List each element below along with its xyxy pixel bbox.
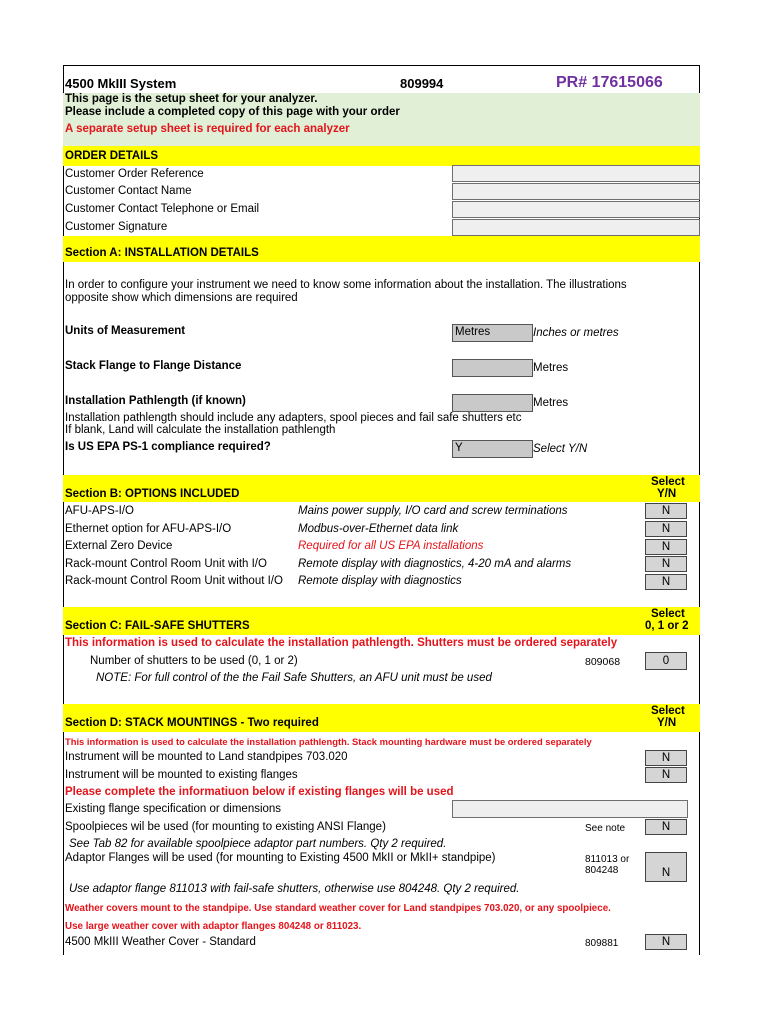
complete-info-red: Please complete the informatiuon below if existing flanges will be used xyxy=(65,786,454,798)
standpipes-select[interactable]: N xyxy=(645,750,687,766)
section-c-select-1: Select xyxy=(651,608,685,620)
option-rack-noio-label: Rack-mount Control Room Unit without I/O xyxy=(65,575,283,587)
flange-distance-input[interactable] xyxy=(452,359,533,377)
contact-name-input[interactable] xyxy=(452,183,700,200)
order-row-contact-phone: Customer Contact Telephone or Email xyxy=(65,203,260,215)
spoolpieces-note: See Tab 82 for available spoolpiece adaptor part numbers. Qty 2 required. xyxy=(69,838,447,850)
order-title: ORDER DETAILS xyxy=(65,150,159,162)
weather-cover-label: 4500 MkIII Weather Cover - Standard xyxy=(65,936,256,948)
existing-flanges-select[interactable]: N xyxy=(645,767,687,783)
section-d-select-1: Select xyxy=(651,705,685,717)
weather-info-2: Use large weather cover with adaptor flanges 804248 or 811023. xyxy=(65,921,362,932)
shutters-label: Number of shutters to be used (0, 1 or 2) xyxy=(90,655,298,667)
section-c-title: Section C: FAIL-SAFE SHUTTERS xyxy=(65,620,250,632)
pathlength-note-2: If blank, Land will calculate the installation pathlength xyxy=(65,424,336,436)
system-title: 4500 MkIII System xyxy=(65,76,177,91)
shutters-select[interactable]: 0 xyxy=(645,652,687,670)
spoolpieces-code: See note xyxy=(585,823,626,834)
adaptor-code-2: 804248 xyxy=(585,865,619,876)
shutters-code: 809068 xyxy=(585,656,621,668)
order-row-contact-name: Customer Contact Name xyxy=(65,185,192,197)
intro-red-line: A separate setup sheet is required for each analyzer xyxy=(65,123,350,135)
spoolpieces-label: Spoolpieces wil be used (for mounting to existing ANSI Flange) xyxy=(65,821,386,833)
option-rack-io-label: Rack-mount Control Room Unit with I/O xyxy=(65,558,267,570)
adaptor-flanges-label: Adaptor Flanges will be used (for mounting to Existing 4500 MkII or MkII+ standpipe) xyxy=(65,852,496,864)
existing-flanges-label: Instrument will be mounted to existing flanges xyxy=(65,769,298,781)
epa-select[interactable]: Y xyxy=(452,440,533,458)
option-zero-select[interactable]: N xyxy=(645,539,687,555)
section-b-select-1: Select xyxy=(651,476,685,488)
section-a-title: Section A: INSTALLATION DETAILS xyxy=(65,247,259,259)
option-zero-label: External Zero Device xyxy=(65,540,173,552)
section-a-intro-1: In order to configure your instrument we need to know some information about the installation. The illustrations xyxy=(65,279,627,291)
intro-line-1: This page is the setup sheet for your analyzer. xyxy=(65,93,318,105)
section-d-title: Section D: STACK MOUNTINGS - Two required xyxy=(65,717,319,729)
units-label: Units of Measurement xyxy=(65,325,186,337)
units-hint: Inches or metres xyxy=(533,327,619,339)
section-d-select-2: Y/N xyxy=(657,717,677,729)
section-b-title: Section B: OPTIONS INCLUDED xyxy=(65,488,240,500)
epa-hint: Select Y/N xyxy=(533,443,588,455)
option-ethernet-desc: Modbus-over-Ethernet data link xyxy=(298,523,459,535)
pathlength-label: Installation Pathlength (if known) xyxy=(65,395,246,407)
weather-cover-select[interactable]: N xyxy=(645,934,687,950)
section-c-info: This information is used to calculate the installation pathlength. Shutters must be ordered separately xyxy=(65,637,618,649)
intro-line-2: Please include a completed copy of this page with your order xyxy=(65,106,400,118)
standpipes-label: Instrument will be mounted to Land standpipes 703.020 xyxy=(65,751,348,763)
flange-distance-unit: Metres xyxy=(533,362,569,374)
weather-cover-code: 809881 xyxy=(585,938,619,949)
option-ethernet-label: Ethernet option for AFU-APS-I/O xyxy=(65,523,232,535)
order-band xyxy=(63,146,700,166)
epa-label: Is US EPA PS-1 compliance required? xyxy=(65,441,271,453)
flange-spec-input[interactable] xyxy=(452,800,688,818)
order-reference-input[interactable] xyxy=(452,165,700,182)
option-zero-desc: Required for all US EPA installations xyxy=(298,540,484,552)
flange-spec-label: Existing flange specification or dimensions xyxy=(65,803,282,815)
pathlength-input[interactable] xyxy=(452,394,533,412)
pathlength-unit: Metres xyxy=(533,397,569,409)
pathlength-note-1: Installation pathlength should include any adapters, spool pieces and fail safe shutters etc xyxy=(65,412,522,424)
option-ethernet-select[interactable]: N xyxy=(645,521,687,537)
option-afu-label: AFU-APS-I/O xyxy=(65,505,135,517)
section-c-select-2: 0, 1 or 2 xyxy=(645,620,689,632)
units-select[interactable]: Metres xyxy=(452,324,533,342)
signature-input[interactable] xyxy=(452,219,700,236)
flange-distance-label: Stack Flange to Flange Distance xyxy=(65,360,242,372)
option-rack-noio-select[interactable]: N xyxy=(645,574,687,590)
section-d-info: This information is used to calculate the installation pathlength. Stack mounting hardware must be ordered separately xyxy=(65,736,592,747)
system-code: 809994 xyxy=(400,76,444,91)
option-afu-desc: Mains power supply, I/O card and screw terminations xyxy=(298,505,568,517)
option-afu-select[interactable]: N xyxy=(645,503,687,519)
option-rack-io-desc: Remote display with diagnostics, 4-20 mA and alarms xyxy=(298,558,572,570)
order-row-reference: Customer Order Reference xyxy=(65,168,204,180)
weather-info-1: Weather covers mount to the standpipe. Use standard weather cover for Land standpipes 703.020, or any spoolpiece. xyxy=(65,903,611,914)
adaptor-code-1: 811013 or xyxy=(585,854,630,865)
section-a-intro-2: opposite show which dimensions are required xyxy=(65,292,298,304)
order-row-signature: Customer Signature xyxy=(65,221,168,233)
shutters-note: NOTE: For full control of the the Fail Safe Shutters, an AFU unit must be used xyxy=(96,672,492,684)
spoolpieces-select[interactable]: N xyxy=(645,819,687,835)
option-rack-noio-desc: Remote display with diagnostics xyxy=(298,575,462,587)
option-rack-io-select[interactable]: N xyxy=(645,556,687,572)
pr-number: PR# 17615066 xyxy=(556,74,663,91)
adaptor-note: Use adaptor flange 811013 with fail-safe shutters, otherwise use 804248. Qty 2 required. xyxy=(69,883,520,895)
adaptor-flanges-select[interactable]: N xyxy=(645,852,687,882)
section-b-select-2: Y/N xyxy=(657,488,677,500)
contact-phone-input[interactable] xyxy=(452,201,700,218)
setup-sheet xyxy=(63,65,700,955)
